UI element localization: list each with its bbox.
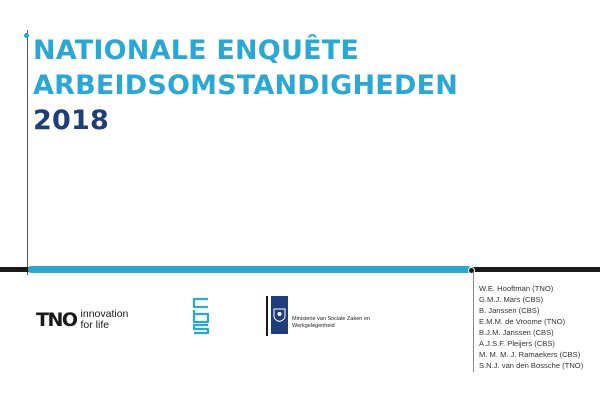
- ministry-name-line-1: Ministerie van Sociale Zaken en: [292, 316, 370, 322]
- ministry-logo: [266, 296, 370, 336]
- tno-tagline: [81, 309, 129, 331]
- author: S.N.J. van den Bossche (TNO): [479, 361, 584, 370]
- author: W.E. Hooftman (TNO): [479, 284, 554, 293]
- coat-of-arms-icon: [271, 296, 288, 334]
- authors-divider: [473, 272, 474, 372]
- tno-wordmark: TNO: [36, 309, 77, 331]
- title-year: 2018: [33, 105, 109, 136]
- ministry-name: [292, 316, 370, 330]
- title-block: [33, 33, 458, 138]
- rule-dot: [24, 33, 29, 38]
- tno-logo: [36, 309, 128, 331]
- left-vertical-rule: [27, 30, 28, 275]
- tno-tagline-line-1: innovation: [80, 308, 129, 320]
- author: B.J.M. Janssen (CBS): [479, 328, 554, 337]
- ministry-name-line-2: Werkgelegenheid: [292, 323, 335, 329]
- author: A.J.S.F. Pleijers (CBS): [479, 339, 555, 348]
- tno-tagline-line-2: for life: [80, 319, 110, 331]
- authors-list: [479, 283, 583, 371]
- ministry-bar: [266, 296, 268, 336]
- cbs-logo-icon: [188, 296, 214, 336]
- author: B. Janssen (CBS): [479, 306, 540, 315]
- author: M. M. M. J. Ramaekers (CBS): [479, 350, 581, 359]
- author: E.M.M. de Vroome (TNO): [479, 317, 566, 326]
- author: G.M.J. Mars (CBS): [479, 295, 544, 304]
- title-line-2: ARBEIDSOMSTANDIGHEDEN: [33, 70, 459, 101]
- title-line-1: NATIONALE ENQUÊTE: [33, 35, 359, 66]
- horizontal-band-blue: [28, 266, 471, 273]
